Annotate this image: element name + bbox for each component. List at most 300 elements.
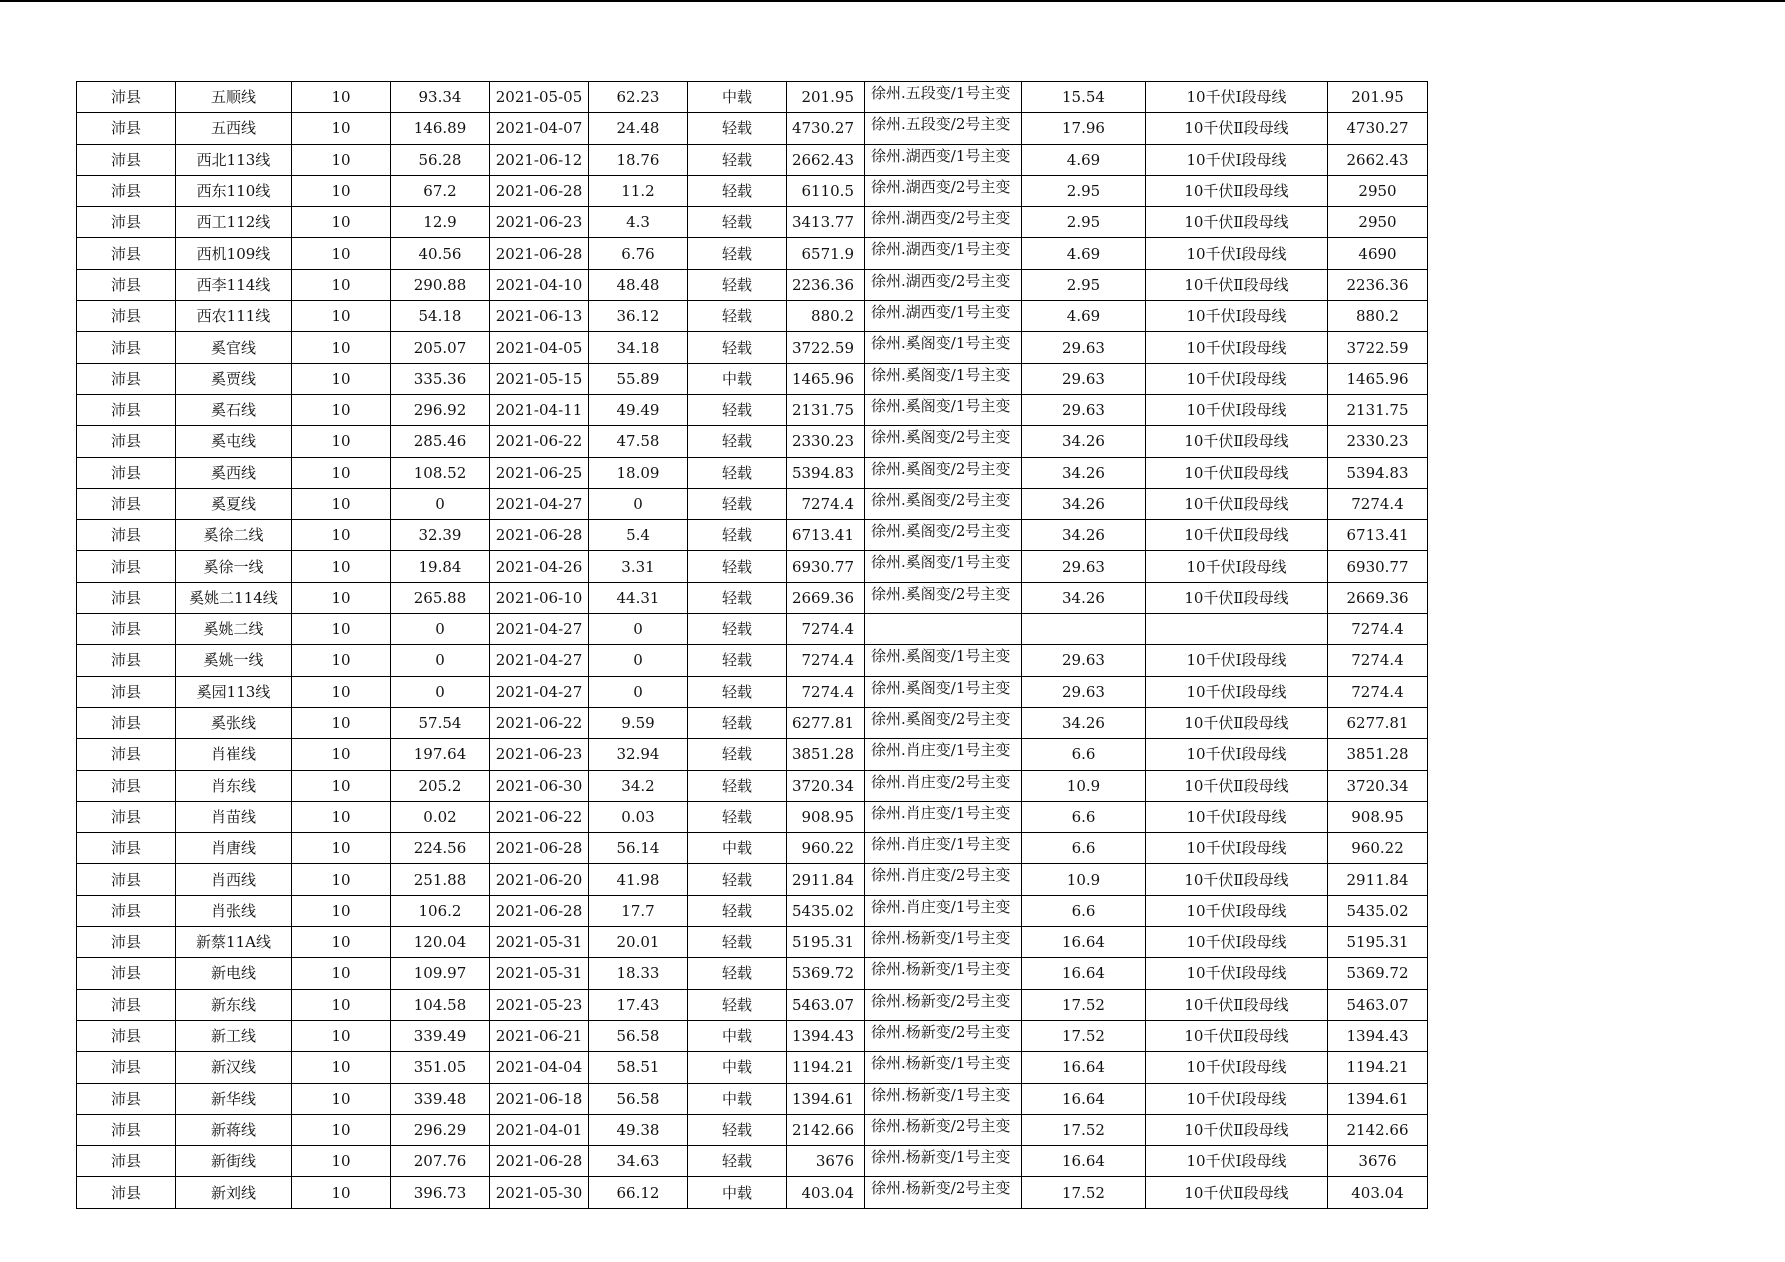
cell-capacity: 0: [391, 645, 490, 676]
cell-substation: [865, 269, 1022, 300]
cell-value-c: 1465.96: [1328, 363, 1428, 394]
cell-value-a: 5435.02: [787, 895, 865, 926]
cell-value-a: 6571.9: [787, 238, 865, 269]
cell-line-name: 西工112线: [176, 207, 292, 238]
cell-line-name: 西农111线: [176, 301, 292, 332]
cell-value-a: 7274.4: [787, 676, 865, 707]
cell-value-c: 880.2: [1328, 301, 1428, 332]
cell-load-rate: 55.89: [589, 363, 688, 394]
substation-text: 徐州.奚阁变/2号主变: [871, 428, 1011, 447]
substation-text: 徐州.肖庄变/2号主变: [871, 866, 1011, 885]
cell-county: 沛县: [77, 770, 176, 801]
cell-capacity: 207.76: [391, 1146, 490, 1177]
substation-text: 徐州.奚阁变/1号主变: [871, 678, 1011, 697]
cell-substation: [865, 707, 1022, 738]
substation-text: 徐州.肖庄变/1号主变: [871, 741, 1011, 760]
table-row: [77, 864, 1428, 895]
cell-line-name: 奚石线: [176, 394, 292, 425]
cell-county: 沛县: [77, 989, 176, 1020]
cell-capacity: 120.04: [391, 927, 490, 958]
cell-county: 沛县: [77, 676, 176, 707]
cell-county: 沛县: [77, 895, 176, 926]
cell-load-status: 轻载: [688, 864, 787, 895]
cell-line-name: 西机109线: [176, 238, 292, 269]
table-row: [77, 332, 1428, 363]
cell-date: 2021-06-21: [490, 1020, 589, 1051]
table-row: [77, 1052, 1428, 1083]
cell-substation: [865, 394, 1022, 425]
cell-date: 2021-06-13: [490, 301, 589, 332]
cell-value-c: 5394.83: [1328, 457, 1428, 488]
table-row: [77, 1020, 1428, 1051]
cell-value-b: 17.52: [1022, 1020, 1146, 1051]
cell-county: 沛县: [77, 238, 176, 269]
cell-line-name: 奚姚二线: [176, 614, 292, 645]
cell-voltage: 10: [292, 82, 391, 113]
cell-capacity: 104.58: [391, 989, 490, 1020]
cell-value-b: 4.69: [1022, 301, 1146, 332]
cell-date: 2021-04-27: [490, 614, 589, 645]
table-row: [77, 457, 1428, 488]
cell-capacity: 296.29: [391, 1114, 490, 1145]
cell-value-a: 2330.23: [787, 426, 865, 457]
substation-text: 徐州.五段变/1号主变: [871, 84, 1011, 102]
cell-voltage: 10: [292, 1114, 391, 1145]
cell-load-status: 轻载: [688, 770, 787, 801]
page-top-rule: [0, 0, 1785, 2]
table-row: [77, 238, 1428, 269]
cell-value-a: 2236.36: [787, 269, 865, 300]
cell-value-b: 4.69: [1022, 238, 1146, 269]
cell-value-b: 6.6: [1022, 739, 1146, 770]
cell-county: 沛县: [77, 1052, 176, 1083]
cell-value-b: 16.64: [1022, 1052, 1146, 1083]
cell-voltage: 10: [292, 394, 391, 425]
cell-value-c: 3851.28: [1328, 739, 1428, 770]
table-row: [77, 614, 1428, 645]
cell-value-c: 5195.31: [1328, 927, 1428, 958]
table-row: [77, 175, 1428, 206]
cell-voltage: 10: [292, 614, 391, 645]
cell-voltage: 10: [292, 332, 391, 363]
cell-substation: [865, 457, 1022, 488]
cell-value-a: 2669.36: [787, 582, 865, 613]
cell-value-c: 1394.61: [1328, 1083, 1428, 1114]
cell-voltage: 10: [292, 520, 391, 551]
table-row: [77, 551, 1428, 582]
cell-load-status: 轻载: [688, 238, 787, 269]
table-row: [77, 707, 1428, 738]
cell-date: 2021-04-27: [490, 488, 589, 519]
cell-value-a: 3851.28: [787, 739, 865, 770]
cell-value-a: 960.22: [787, 833, 865, 864]
cell-value-c: 6277.81: [1328, 707, 1428, 738]
cell-value-b: 10.9: [1022, 770, 1146, 801]
cell-bus-section: 10千伏Ⅰ段母线: [1146, 394, 1328, 425]
cell-county: 沛县: [77, 207, 176, 238]
cell-capacity: 56.28: [391, 144, 490, 175]
cell-load-status: 中载: [688, 833, 787, 864]
table-row: [77, 895, 1428, 926]
cell-load-status: 轻载: [688, 1146, 787, 1177]
cell-value-c: 2142.66: [1328, 1114, 1428, 1145]
table-row: [77, 739, 1428, 770]
cell-load-status: 轻载: [688, 676, 787, 707]
cell-value-c: 1194.21: [1328, 1052, 1428, 1083]
cell-date: 2021-04-27: [490, 645, 589, 676]
cell-voltage: 10: [292, 770, 391, 801]
cell-county: 沛县: [77, 175, 176, 206]
cell-substation: [865, 207, 1022, 238]
cell-value-b: 10.9: [1022, 864, 1146, 895]
cell-load-status: 轻载: [688, 175, 787, 206]
cell-county: 沛县: [77, 645, 176, 676]
cell-bus-section: 10千伏Ⅱ段母线: [1146, 488, 1328, 519]
cell-value-a: 3720.34: [787, 770, 865, 801]
cell-value-b: 16.64: [1022, 927, 1146, 958]
cell-substation: [865, 645, 1022, 676]
cell-voltage: 10: [292, 895, 391, 926]
cell-substation: [865, 676, 1022, 707]
table-row: [77, 833, 1428, 864]
cell-capacity: 251.88: [391, 864, 490, 895]
cell-date: 2021-06-10: [490, 582, 589, 613]
cell-line-name: 奚姚二114线: [176, 582, 292, 613]
cell-bus-section: 10千伏Ⅰ段母线: [1146, 801, 1328, 832]
cell-load-rate: 36.12: [589, 301, 688, 332]
cell-capacity: 12.9: [391, 207, 490, 238]
cell-load-status: 轻载: [688, 144, 787, 175]
cell-voltage: 10: [292, 1083, 391, 1114]
cell-line-name: 奚张线: [176, 707, 292, 738]
cell-capacity: 197.64: [391, 739, 490, 770]
cell-date: 2021-05-31: [490, 958, 589, 989]
table-row: [77, 1146, 1428, 1177]
cell-bus-section: 10千伏Ⅰ段母线: [1146, 1083, 1328, 1114]
cell-load-status: 轻载: [688, 394, 787, 425]
cell-date: 2021-06-28: [490, 520, 589, 551]
cell-county: 沛县: [77, 394, 176, 425]
cell-value-a: 1465.96: [787, 363, 865, 394]
cell-date: 2021-04-01: [490, 1114, 589, 1145]
cell-county: 沛县: [77, 739, 176, 770]
cell-load-rate: 62.23: [589, 82, 688, 113]
cell-load-rate: 11.2: [589, 175, 688, 206]
cell-county: 沛县: [77, 269, 176, 300]
cell-line-name: 西北113线: [176, 144, 292, 175]
cell-value-b: 34.26: [1022, 457, 1146, 488]
cell-value-b: 2.95: [1022, 175, 1146, 206]
cell-substation: [865, 488, 1022, 519]
cell-load-rate: 18.09: [589, 457, 688, 488]
substation-text: 徐州.肖庄变/1号主变: [871, 897, 1011, 916]
cell-voltage: 10: [292, 175, 391, 206]
cell-value-c: 2236.36: [1328, 269, 1428, 300]
cell-county: 沛县: [77, 113, 176, 144]
cell-value-c: 5369.72: [1328, 958, 1428, 989]
cell-load-status: 轻载: [688, 707, 787, 738]
cell-date: 2021-05-05: [490, 82, 589, 113]
cell-date: 2021-06-22: [490, 801, 589, 832]
cell-capacity: 0: [391, 488, 490, 519]
table-row: [77, 82, 1428, 113]
cell-county: 沛县: [77, 457, 176, 488]
cell-value-c: 403.04: [1328, 1177, 1428, 1208]
cell-value-b: 34.26: [1022, 707, 1146, 738]
cell-substation: [865, 770, 1022, 801]
cell-load-status: 轻载: [688, 582, 787, 613]
cell-voltage: 10: [292, 958, 391, 989]
substation-text: 徐州.湖西变/2号主变: [871, 209, 1011, 228]
cell-substation: [865, 958, 1022, 989]
cell-county: 沛县: [77, 1114, 176, 1145]
cell-line-name: 新华线: [176, 1083, 292, 1114]
cell-line-name: 新蒋线: [176, 1114, 292, 1145]
cell-load-status: 轻载: [688, 426, 787, 457]
cell-voltage: 10: [292, 645, 391, 676]
cell-value-b: 17.52: [1022, 1114, 1146, 1145]
cell-line-name: 新刘线: [176, 1177, 292, 1208]
cell-county: 沛县: [77, 582, 176, 613]
cell-capacity: 0: [391, 676, 490, 707]
cell-value-c: 3720.34: [1328, 770, 1428, 801]
cell-value-a: 4730.27: [787, 113, 865, 144]
cell-date: 2021-06-18: [490, 1083, 589, 1114]
cell-date: 2021-04-04: [490, 1052, 589, 1083]
cell-voltage: 10: [292, 707, 391, 738]
cell-load-rate: 41.98: [589, 864, 688, 895]
cell-substation: [865, 1177, 1022, 1208]
feeder-load-table: [76, 81, 1428, 1209]
cell-substation: [865, 1052, 1022, 1083]
cell-substation: [865, 1146, 1022, 1177]
cell-load-rate: 5.4: [589, 520, 688, 551]
cell-voltage: 10: [292, 927, 391, 958]
cell-substation: [865, 895, 1022, 926]
cell-substation: [865, 82, 1022, 113]
cell-capacity: 106.2: [391, 895, 490, 926]
cell-substation: [865, 520, 1022, 551]
cell-value-c: 4690: [1328, 238, 1428, 269]
cell-date: 2021-04-05: [490, 332, 589, 363]
cell-voltage: 10: [292, 488, 391, 519]
cell-value-c: 908.95: [1328, 801, 1428, 832]
cell-load-rate: 6.76: [589, 238, 688, 269]
cell-capacity: 224.56: [391, 833, 490, 864]
cell-substation: [865, 113, 1022, 144]
cell-value-a: 5195.31: [787, 927, 865, 958]
substation-text: 徐州.奚阁变/2号主变: [871, 490, 1011, 509]
cell-line-name: 奚西线: [176, 457, 292, 488]
cell-value-b: 17.52: [1022, 989, 1146, 1020]
cell-date: 2021-04-11: [490, 394, 589, 425]
table-row: [77, 801, 1428, 832]
cell-county: 沛县: [77, 1146, 176, 1177]
cell-line-name: 新电线: [176, 958, 292, 989]
cell-bus-section: 10千伏Ⅱ段母线: [1146, 864, 1328, 895]
cell-load-rate: 17.7: [589, 895, 688, 926]
cell-capacity: 351.05: [391, 1052, 490, 1083]
cell-line-name: 奚园113线: [176, 676, 292, 707]
cell-value-b: 2.95: [1022, 269, 1146, 300]
table-row: [77, 582, 1428, 613]
cell-date: 2021-05-31: [490, 927, 589, 958]
cell-value-a: 403.04: [787, 1177, 865, 1208]
cell-load-rate: 0: [589, 488, 688, 519]
cell-date: 2021-04-10: [490, 269, 589, 300]
substation-text: 徐州.杨新变/2号主变: [871, 1022, 1011, 1041]
cell-bus-section: 10千伏Ⅰ段母线: [1146, 676, 1328, 707]
table-row: [77, 958, 1428, 989]
substation-text: 徐州.奚阁变/2号主变: [871, 522, 1011, 541]
table-row: [77, 676, 1428, 707]
cell-date: 2021-04-27: [490, 676, 589, 707]
cell-bus-section: 10千伏Ⅱ段母线: [1146, 1177, 1328, 1208]
cell-county: 沛县: [77, 801, 176, 832]
cell-date: 2021-06-12: [490, 144, 589, 175]
table-row: [77, 144, 1428, 175]
cell-bus-section: 10千伏Ⅰ段母线: [1146, 833, 1328, 864]
cell-value-a: 2911.84: [787, 864, 865, 895]
cell-value-c: 201.95: [1328, 82, 1428, 113]
cell-value-b: 16.64: [1022, 958, 1146, 989]
cell-load-status: 轻载: [688, 895, 787, 926]
cell-voltage: 10: [292, 144, 391, 175]
cell-value-b: 2.95: [1022, 207, 1146, 238]
cell-voltage: 10: [292, 582, 391, 613]
cell-value-a: 7274.4: [787, 614, 865, 645]
cell-value-b: 29.63: [1022, 676, 1146, 707]
cell-substation: [865, 301, 1022, 332]
cell-line-name: 奚屯线: [176, 426, 292, 457]
table-row: [77, 989, 1428, 1020]
cell-load-status: 轻载: [688, 332, 787, 363]
substation-text: [871, 616, 1021, 643]
cell-load-status: 轻载: [688, 801, 787, 832]
cell-load-rate: 18.76: [589, 144, 688, 175]
cell-load-status: 中载: [688, 1052, 787, 1083]
cell-load-rate: 47.58: [589, 426, 688, 457]
cell-line-name: 肖张线: [176, 895, 292, 926]
cell-load-status: 中载: [688, 363, 787, 394]
cell-voltage: 10: [292, 1146, 391, 1177]
cell-load-rate: 48.48: [589, 269, 688, 300]
cell-load-rate: 4.3: [589, 207, 688, 238]
cell-voltage: 10: [292, 1052, 391, 1083]
cell-capacity: 19.84: [391, 551, 490, 582]
cell-value-a: 1394.61: [787, 1083, 865, 1114]
cell-date: 2021-04-26: [490, 551, 589, 582]
cell-capacity: 339.48: [391, 1083, 490, 1114]
table-row: [77, 426, 1428, 457]
cell-voltage: 10: [292, 113, 391, 144]
substation-text: 徐州.奚阁变/1号主变: [871, 365, 1011, 384]
cell-line-name: 五西线: [176, 113, 292, 144]
cell-county: 沛县: [77, 1083, 176, 1114]
cell-capacity: 32.39: [391, 520, 490, 551]
substation-text: 徐州.奚阁变/1号主变: [871, 553, 1011, 572]
cell-substation: [865, 582, 1022, 613]
cell-bus-section: 10千伏Ⅱ段母线: [1146, 770, 1328, 801]
substation-text: 徐州.杨新变/2号主变: [871, 991, 1011, 1010]
cell-value-c: 7274.4: [1328, 614, 1428, 645]
cell-load-rate: 56.58: [589, 1083, 688, 1114]
cell-date: 2021-06-20: [490, 864, 589, 895]
cell-bus-section: 10千伏Ⅱ段母线: [1146, 1020, 1328, 1051]
cell-substation: [865, 332, 1022, 363]
cell-substation: [865, 426, 1022, 457]
cell-line-name: 新东线: [176, 989, 292, 1020]
substation-text: 徐州.湖西变/2号主变: [871, 177, 1011, 196]
cell-value-b: 6.6: [1022, 895, 1146, 926]
cell-bus-section: 10千伏Ⅱ段母线: [1146, 269, 1328, 300]
cell-county: 沛县: [77, 707, 176, 738]
table-body: [77, 82, 1428, 1209]
substation-text: 徐州.奚阁变/1号主变: [871, 396, 1011, 415]
cell-line-name: 肖唐线: [176, 833, 292, 864]
cell-voltage: 10: [292, 238, 391, 269]
cell-county: 沛县: [77, 332, 176, 363]
cell-value-b: 29.63: [1022, 363, 1146, 394]
cell-value-a: 2142.66: [787, 1114, 865, 1145]
cell-load-rate: 34.2: [589, 770, 688, 801]
cell-value-c: 3722.59: [1328, 332, 1428, 363]
cell-load-rate: 34.63: [589, 1146, 688, 1177]
cell-voltage: 10: [292, 301, 391, 332]
cell-bus-section: 10千伏Ⅰ段母线: [1146, 144, 1328, 175]
cell-value-b: 34.26: [1022, 520, 1146, 551]
cell-county: 沛县: [77, 614, 176, 645]
cell-county: 沛县: [77, 82, 176, 113]
cell-value-a: 1394.43: [787, 1020, 865, 1051]
cell-value-a: 7274.4: [787, 488, 865, 519]
cell-load-status: 中载: [688, 1083, 787, 1114]
cell-value-a: 880.2: [787, 301, 865, 332]
cell-value-c: 2330.23: [1328, 426, 1428, 457]
cell-value-b: 34.26: [1022, 488, 1146, 519]
cell-substation: [865, 1083, 1022, 1114]
cell-voltage: 10: [292, 269, 391, 300]
cell-capacity: 67.2: [391, 175, 490, 206]
cell-line-name: 奚徐一线: [176, 551, 292, 582]
cell-bus-section: 10千伏Ⅱ段母线: [1146, 457, 1328, 488]
cell-value-b: 16.64: [1022, 1083, 1146, 1114]
table-row: [77, 770, 1428, 801]
cell-date: 2021-06-28: [490, 1146, 589, 1177]
cell-value-c: 5463.07: [1328, 989, 1428, 1020]
cell-value-a: 908.95: [787, 801, 865, 832]
cell-bus-section: 10千伏Ⅰ段母线: [1146, 739, 1328, 770]
substation-text: 徐州.杨新变/1号主变: [871, 1148, 1011, 1167]
cell-voltage: 10: [292, 1177, 391, 1208]
cell-voltage: 10: [292, 989, 391, 1020]
substation-text: 徐州.杨新变/2号主变: [871, 1116, 1011, 1135]
cell-capacity: 146.89: [391, 113, 490, 144]
cell-voltage: 10: [292, 207, 391, 238]
cell-value-c: 7274.4: [1328, 676, 1428, 707]
cell-capacity: 296.92: [391, 394, 490, 425]
cell-bus-section: 10千伏Ⅰ段母线: [1146, 82, 1328, 113]
cell-load-status: 轻载: [688, 614, 787, 645]
cell-bus-section: 10千伏Ⅱ段母线: [1146, 989, 1328, 1020]
cell-capacity: 205.07: [391, 332, 490, 363]
cell-value-a: 6930.77: [787, 551, 865, 582]
substation-text: 徐州.湖西变/1号主变: [871, 146, 1011, 165]
cell-substation: [865, 614, 1022, 645]
cell-value-b: 34.26: [1022, 426, 1146, 457]
cell-substation: [865, 833, 1022, 864]
cell-bus-section: 10千伏Ⅰ段母线: [1146, 301, 1328, 332]
